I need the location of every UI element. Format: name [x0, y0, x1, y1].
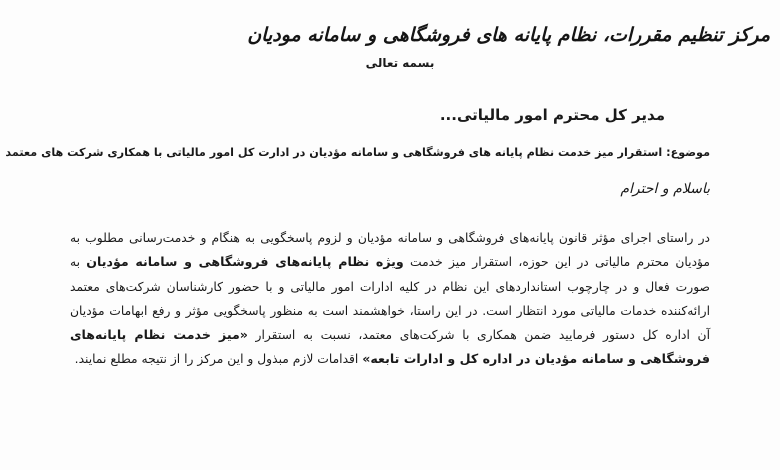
- body-bold-part-2: «میز خدمت نظام پایانه‌های فروشگاهی و سامانه مؤدیان در اداره کل و ادارات تابعه»: [70, 327, 710, 367]
- addressee: مدیر کل محترم امور مالیاتی...: [439, 106, 665, 124]
- body-text-part-3: اقدامات لازم مبذول و این مرکز را از نتیجه مطلع نمایند.: [74, 352, 359, 367]
- letterhead-title: مرکز تنظیم مقررات، نظام پایانه های فروشگاهی و سامانه مودیان: [247, 24, 770, 46]
- bismillah: بسمه تعالی: [365, 56, 435, 70]
- body-bold-part-1: ویژه نظام پایانه‌های فروشگاهی و سامانه مؤدیان: [86, 254, 404, 270]
- letter-body: [70, 226, 710, 372]
- greeting: باسلام و احترام: [620, 181, 710, 197]
- body-text-part-1: در راستای اجرای مؤثر قانون پایانه‌های فروشگاهی و سامانه مؤدیان و لزوم پاسخگویی به هنگام و خدمت‌رسانی مطلوب به مؤدیان محترم مالیاتی در این حوزه، استقرار میز خدمت: [70, 231, 710, 270]
- subject-line: موضوع: استقرار میز خدمت نظام پایانه های فروشگاهی و سامانه مؤدیان در ادارت کل امور مالیاتی با همکاری شرکت های معتمد: [5, 146, 710, 159]
- body-paragraph: [70, 226, 710, 372]
- body-text-part-2: به صورت فعال و در چارچوب استانداردهای این نظام در کلیه ادارات امور مالیاتی و با حضور کارشناسان شرکت‌های معتمد ارائه‌کننده خدمات مالیاتی مورد انتظار است. در این راستا، خواهشمند است به منظور پاسخگویی مؤثر و رفع ابهامات مؤدیان آن اداره کل دستور فرمایید ضمن همکاری با شرکت‌های معتمد، نسبت به استقرار: [70, 255, 710, 343]
